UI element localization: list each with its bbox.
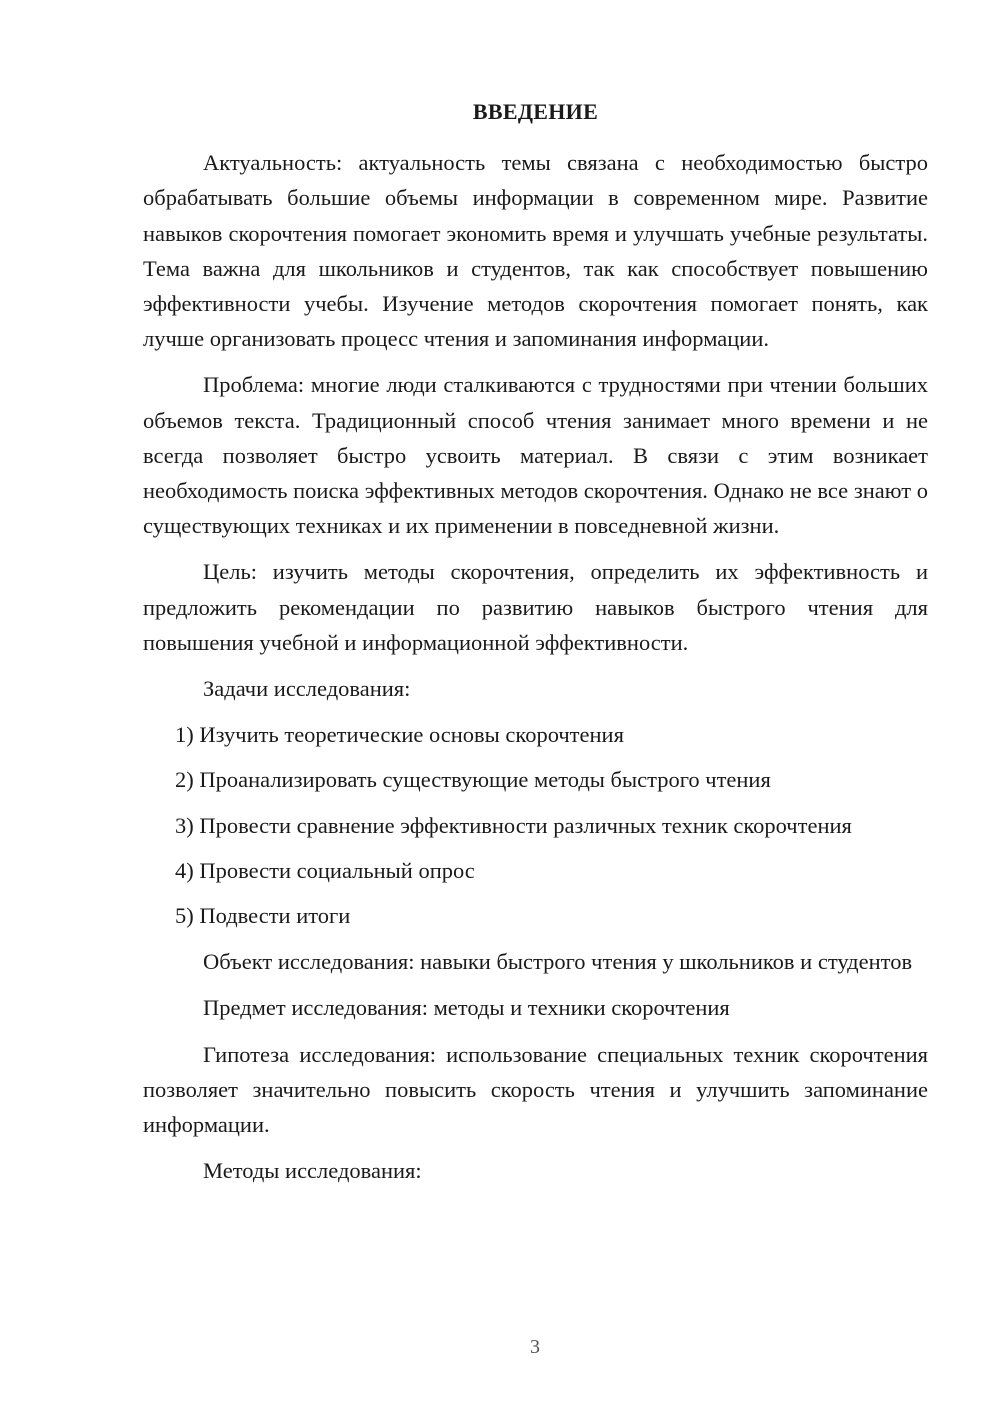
- page-content: [143, 94, 928, 1199]
- section-heading: ВВЕДЕНИЕ: [472, 99, 599, 124]
- object-paragraph: Объект исследования: навыки быстрого чтения у школьников и студентов: [203, 949, 913, 975]
- task-item: 1) Изучить теоретические основы скорочтения: [175, 722, 624, 748]
- relevance-paragraph: Актуальность: актуальность темы связана с необходимостью быстро обрабатывать большие объемы информации в современном мире. Развитие навыков скорочтения помогает экономить время и улучшать учебные результаты. Тема важна для школьников и студентов, так как способствует повышению эффективности учебы. Изучение методов скорочтения помогает понять, как лучше организовать процесс чтения и запоминания информации.: [143, 150, 928, 352]
- hypothesis-paragraph: Гипотеза исследования: использование специальных техник скорочтения позволяет значительно повысить скорость чтения и улучшить запоминание информации.: [143, 1041, 928, 1138]
- subject-paragraph: Предмет исследования: методы и техники скорочтения: [203, 995, 730, 1021]
- task-item: 5) Подвести итоги: [175, 903, 351, 929]
- tasks-list: [143, 717, 928, 933]
- methods-title: Методы исследования:: [203, 1158, 422, 1184]
- task-item: 2) Проанализировать существующие методы быстрого чтения: [175, 767, 771, 793]
- task-item: 4) Провести социальный опрос: [175, 857, 475, 883]
- tasks-title: Задачи исследования:: [203, 676, 411, 702]
- goal-paragraph: Цель: изучить методы скорочтения, определить их эффективность и предложить рекомендации по развитию навыков быстрого чтения для повышения учебной и информационной эффективности.: [143, 559, 928, 655]
- problem-paragraph: Проблема: многие люди сталкиваются с трудностями при чтении больших объемов текста. Традиционный способ чтения занимает много времени и не всегда позволяет быстро усвоить материал. В связи с этим возникает необходимость поиска эффективных методов скорочтения. Однако не все знают о существующих техниках и их применении в повседневной жизни.: [143, 372, 928, 539]
- page-number: 3: [530, 1336, 540, 1358]
- task-item: 3) Провести сравнение эффективности различных техник скорочтения: [175, 812, 852, 838]
